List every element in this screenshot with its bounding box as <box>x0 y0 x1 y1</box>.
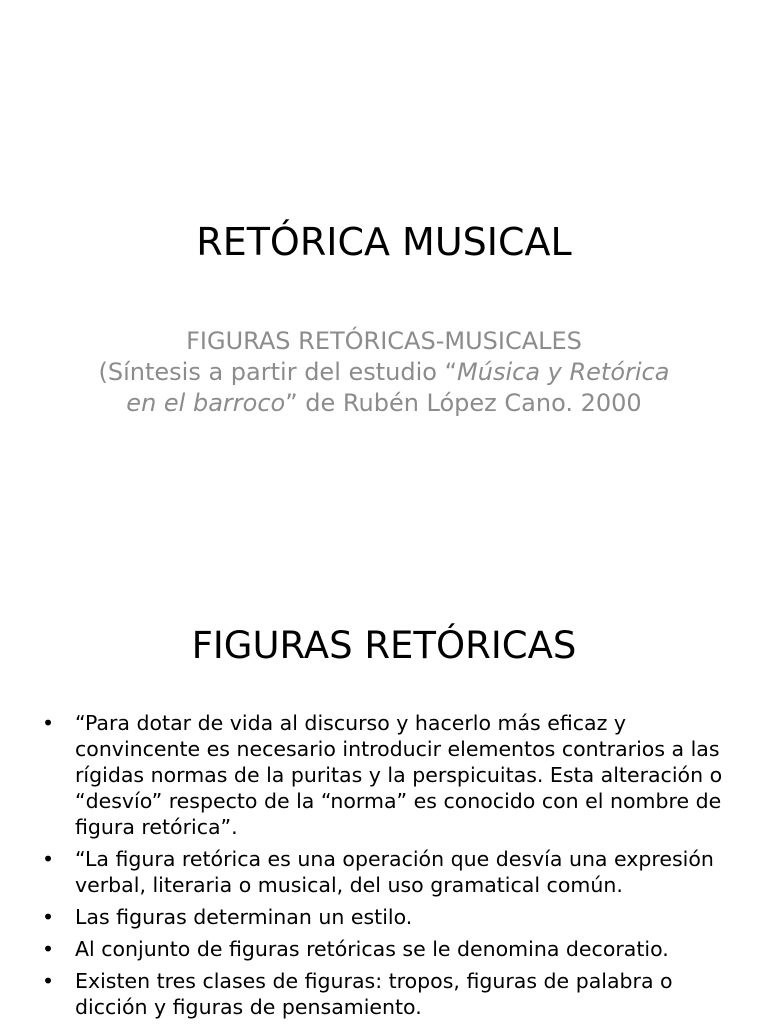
bullet-text: “Para dotar de vida al discurso y hacerlo más eficaz y convincente es necesario introducir elementos contrarios a las rígidas normas de la puritas y la perspicuitas. Esta alteración o “desvío” respecto de la “norma” es conocido con el nombre de figura retórica”. <box>75 711 723 839</box>
bullet-text: “La figura retórica es una operación que desvía una expresión verbal, literaria o musical, del uso gramatical común. <box>75 847 714 897</box>
bullet-item-2 <box>40 846 730 898</box>
slide-1-subtitle <box>96 326 672 419</box>
bullet-list <box>40 710 730 1024</box>
slide-2-title: FIGURAS RETÓRICAS <box>191 624 577 667</box>
bullet-item-4 <box>40 936 730 962</box>
bullet-item-5 <box>40 968 730 1020</box>
subtitle-book-title: Música y Retórica en el barroco <box>126 358 670 417</box>
bullet-item-3 <box>40 904 730 930</box>
bullet-item-1 <box>40 710 730 840</box>
bullet-text: Las figuras determinan un estilo. <box>75 905 413 929</box>
bullet-dot-icon: • <box>42 711 55 735</box>
slide-1-title: RETÓRICA MUSICAL <box>196 220 572 264</box>
bullet-dot-icon: • <box>42 905 55 929</box>
subtitle-prefix: (Síntesis a partir del estudio “ <box>98 358 458 386</box>
bullet-dot-icon: • <box>42 969 55 993</box>
bullet-text: Existen tres clases de figuras: tropos, figuras de palabra o dicción y figuras de pensamiento. <box>75 969 673 1019</box>
slide-2 <box>0 576 768 1024</box>
subtitle-suffix: ” de Rubén López Cano. 2000 <box>285 389 642 417</box>
bullet-text: Al conjunto de figuras retóricas se le denomina decoratio. <box>75 937 669 961</box>
subtitle-line-1: FIGURAS RETÓRICAS-MUSICALES <box>186 327 582 355</box>
bullet-dot-icon: • <box>42 847 55 871</box>
bullet-dot-icon: • <box>42 937 55 961</box>
